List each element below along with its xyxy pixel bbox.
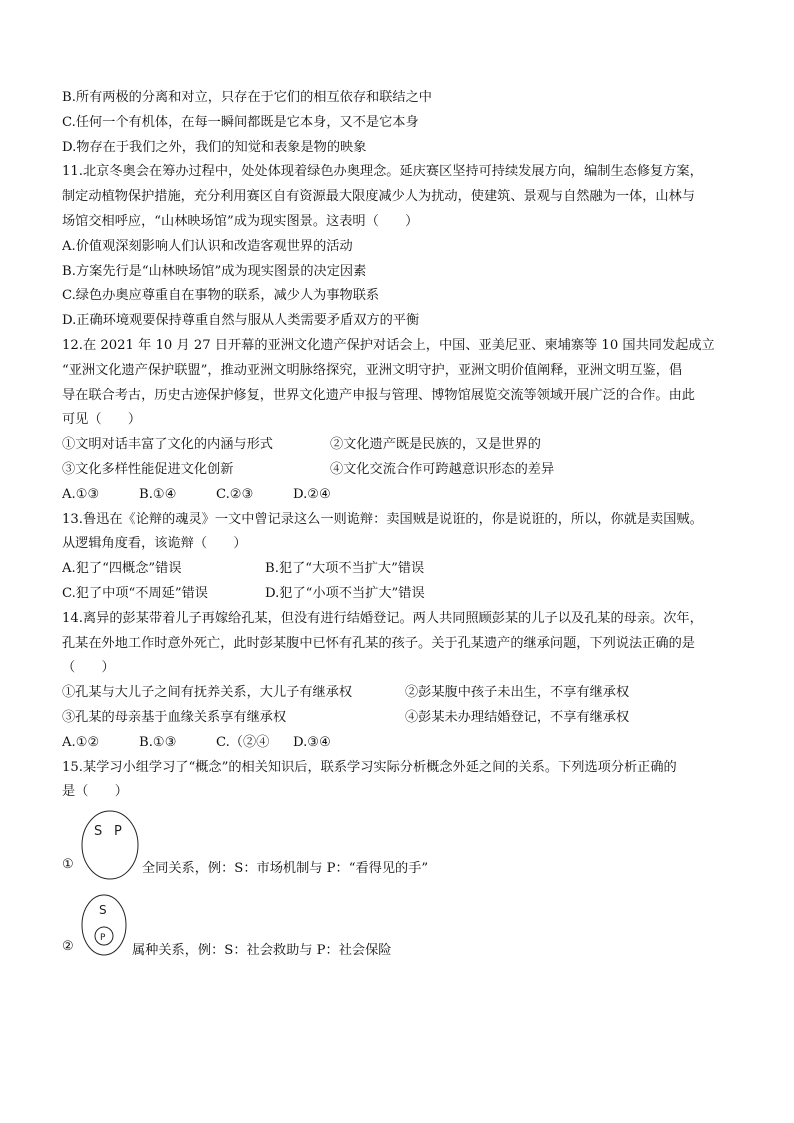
- q11-option-b: B.方案先行是“山林映场馆”成为现实图景的决定因素: [62, 263, 367, 279]
- option-d-prev: D.物存在于我们之外，我们的知觉和表象是物的映象: [62, 139, 367, 155]
- q13-option-c: C.犯了中项“不周延”错误: [62, 585, 208, 601]
- question-14: [62, 607, 742, 756]
- q14-option-d: D.③④: [293, 734, 331, 750]
- q14-stem-line: （ ）: [62, 660, 115, 676]
- q14-item-3: ③孔某的母亲基于血缘关系享有继承权: [62, 709, 287, 725]
- q12-options: [62, 483, 742, 508]
- identity-relation-diagram: [76, 809, 146, 883]
- option-c-prev: C.任何一个有机体，在每一瞬间都既是它本身，又不是它本身: [62, 114, 419, 130]
- label-s: S: [99, 903, 107, 918]
- q14-option-a: A.①②: [62, 734, 100, 750]
- q14-items-row: [62, 681, 742, 706]
- option-b-prev: B.所有两极的分离和对立，只存在于它们的相互依存和联结之中: [62, 90, 432, 105]
- q14-item-4: ④彭某未办理结婚登记，不享有继承权: [405, 709, 630, 725]
- q14-items-row: [62, 706, 742, 731]
- q14-item-2: ②彭某腹中孩子未出生，不享有继承权: [405, 685, 630, 701]
- q14-stem-line: 孔某在外地工作时意外死亡，此时彭某腹中已怀有孔某的孩子。关于孔某遗产的继承问题，下列说法正确的是: [62, 635, 695, 651]
- q15-stem-line: 15.某学习小组学习了“概念”的相关知识后，联系学习实际分析概念外延之间的关系。下列选项分析正确的: [62, 759, 677, 775]
- q12-option-a: A.①③: [62, 486, 100, 502]
- q14-item-1: ①孔某与大儿子之间有抚养关系，大儿子有继承权: [62, 685, 353, 701]
- q12-stem-line: 导在联合考古，历史古迹保护修复，世界文化遗产申报与管理、博物馆展览交流等领域开展广泛的合作。由此: [62, 387, 695, 403]
- q11-option-a: A.价值观深刻影响人们认识和改造客观世界的活动: [62, 238, 353, 254]
- q13-stem-line: 从逻辑角度看，该诡辩（ ）: [62, 536, 247, 552]
- q12-items-row: [62, 433, 742, 458]
- exam-page: [62, 86, 742, 959]
- q12-item-2: ②文化遗产既是民族的，又是世界的: [330, 437, 541, 453]
- q15-choice-2-text: 属种关系，例：S：社会救助与 P：社会保险: [132, 943, 392, 959]
- q14-option-c: C.（②④: [216, 734, 270, 750]
- q12-option-d: D.②④: [293, 486, 331, 502]
- q13-option-b: B.犯了“大项不当扩大”错误: [265, 561, 425, 577]
- question-13: [62, 508, 742, 607]
- q14-options: [62, 731, 742, 756]
- label-p: P: [100, 933, 106, 944]
- q12-item-1: ①文明对话丰富了文化的内涵与形式: [62, 437, 273, 453]
- q15-choice-2-number: ②: [62, 939, 74, 955]
- question-15: [62, 756, 742, 960]
- circle-s-p: [82, 811, 138, 879]
- q11-stem-line: 场馆交相呼应，“山林映场馆”成为现实图景。这表明（ ）: [62, 213, 419, 229]
- q12-stem-line: 12.在 2021 年 10 月 27 日开幕的亚洲文化遗产保护对话会上，中国、亚美尼亚、柬埔寨等 10 国共同发起成立: [62, 337, 715, 353]
- q11-option-c: C.绿色办奥应尊重自在事物的联系，减少人为事物联系: [62, 288, 380, 304]
- q11-stem-line: 11.北京冬奥会在筹办过程中，处处体现着绿色办奥理念。延庆赛区坚持可持续发展方向，编制生态修复方案，: [62, 164, 703, 180]
- q15-stem-line: 是（ ）: [62, 784, 128, 800]
- q13-options-row: [62, 557, 742, 582]
- q11-option-d: D.正确环境观要保持尊重自然与服从人类需要矛盾双方的平衡: [62, 313, 420, 329]
- q12-stem-line: “亚洲文化遗产保护联盟”，推动亚洲文明脉络探究，亚洲文明守护，亚洲文明价值阐释，亚洲文明互鉴，倡: [62, 362, 683, 378]
- q11-stem-line: 制定动植物保护措施，充分利用赛区自有资源最大限度减少人为扰动，使建筑、景观与自然融为一体，山林与: [62, 189, 695, 205]
- q15-choice-1-number: ①: [62, 857, 74, 873]
- q12-item-3: ③文化多样性能促进文化创新: [62, 461, 234, 477]
- q12-option-b: B.①④: [139, 486, 177, 502]
- q15-choice-2: [62, 893, 742, 959]
- q15-choice-1: [62, 809, 742, 883]
- genus-species-diagram: [76, 893, 136, 959]
- q14-option-b: B.①③: [139, 734, 177, 750]
- label-s: S: [94, 824, 103, 840]
- q12-item-4: ④文化交流合作可跨越意识形态的差异: [330, 461, 555, 477]
- q14-stem-line: 14.离异的彭某带着儿子再嫁给孔某，但没有进行结婚登记。两人共同照顾彭某的儿子以及孔某的母亲。次年，: [62, 610, 703, 626]
- q12-option-c: C.②③: [216, 486, 254, 502]
- q13-stem-line: 13.鲁迅在《论辩的魂灵》一文中曾记录这么一则诡辩：卖国贼是说诳的，你是说诳的，所以，你就是卖国贼。: [62, 511, 703, 527]
- question-12: [62, 334, 742, 508]
- q13-options-row: [62, 582, 742, 607]
- q12-items-row: [62, 458, 742, 483]
- q15-choice-1-text: 全同关系，例：S：市场机制与 P：“看得见的手”: [142, 861, 429, 877]
- q12-stem-line: 可见（ ）: [62, 412, 142, 428]
- q13-option-d: D.犯了“小项不当扩大”错误: [265, 585, 425, 601]
- q13-option-a: A.犯了“四概念”错误: [62, 561, 182, 577]
- label-p: P: [114, 824, 122, 840]
- question-11: [62, 160, 742, 334]
